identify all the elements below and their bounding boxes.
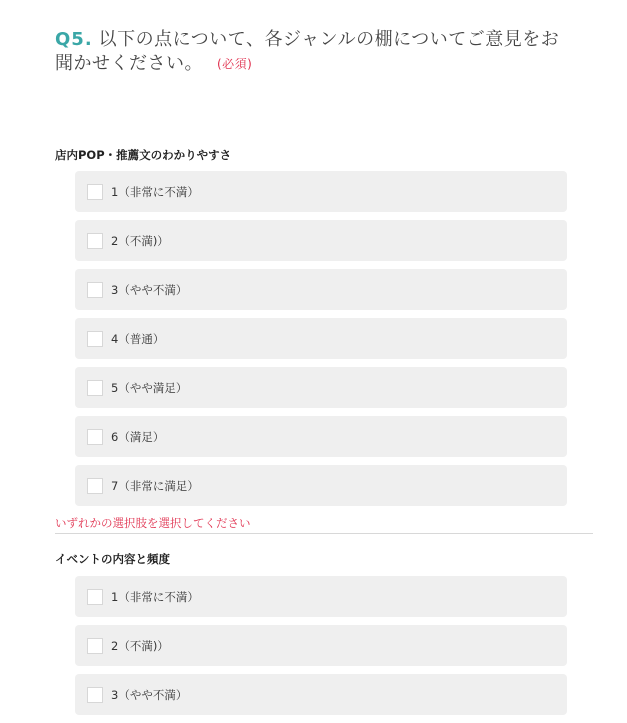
checkbox[interactable] [87, 638, 103, 654]
group-label: 店内POP・推薦文のわかりやすさ [55, 148, 232, 162]
required-badge: (必須) [217, 57, 253, 71]
option-label: 2（不満)） [111, 233, 169, 248]
option-2[interactable] [75, 220, 567, 261]
checkbox[interactable] [87, 380, 103, 396]
question-title: 以下の点について、各ジャンルの棚についてご意見をお聞かせください。 [55, 29, 560, 74]
options-list [75, 171, 567, 506]
option-label: 6（満足） [111, 429, 165, 444]
validation-error: いずれかの選択肢を選択してください [55, 516, 251, 530]
group-label: イベントの内容と頻度 [55, 552, 170, 566]
option-6[interactable] [75, 416, 567, 457]
checkbox[interactable] [87, 282, 103, 298]
rating-group-event [55, 551, 593, 723]
option-label: 1（非常に不満） [111, 589, 199, 604]
question-header [55, 28, 575, 76]
option-4[interactable] [75, 318, 567, 359]
option-label: 3（やや不満） [111, 687, 188, 702]
checkbox[interactable] [87, 589, 103, 605]
checkbox[interactable] [87, 687, 103, 703]
checkbox[interactable] [87, 184, 103, 200]
checkbox[interactable] [87, 331, 103, 347]
rating-group-pop [55, 147, 593, 534]
question-number: Q5. [55, 29, 93, 50]
option-label: 3（やや不満） [111, 282, 188, 297]
option-label: 1（非常に不満） [111, 184, 199, 199]
option-label: 4（普通） [111, 331, 165, 346]
checkbox[interactable] [87, 233, 103, 249]
option-1[interactable] [75, 171, 567, 212]
options-list [75, 576, 567, 715]
option-3[interactable] [75, 674, 567, 715]
option-label: 2（不満)） [111, 638, 169, 653]
option-label: 7（非常に満足） [111, 478, 199, 493]
option-2[interactable] [75, 625, 567, 666]
checkbox[interactable] [87, 429, 103, 445]
checkbox[interactable] [87, 478, 103, 494]
option-3[interactable] [75, 269, 567, 310]
option-7[interactable] [75, 465, 567, 506]
divider [55, 533, 593, 534]
option-label: 5（やや満足） [111, 380, 188, 395]
question-title-block [55, 28, 575, 76]
option-1[interactable] [75, 576, 567, 617]
option-5[interactable] [75, 367, 567, 408]
